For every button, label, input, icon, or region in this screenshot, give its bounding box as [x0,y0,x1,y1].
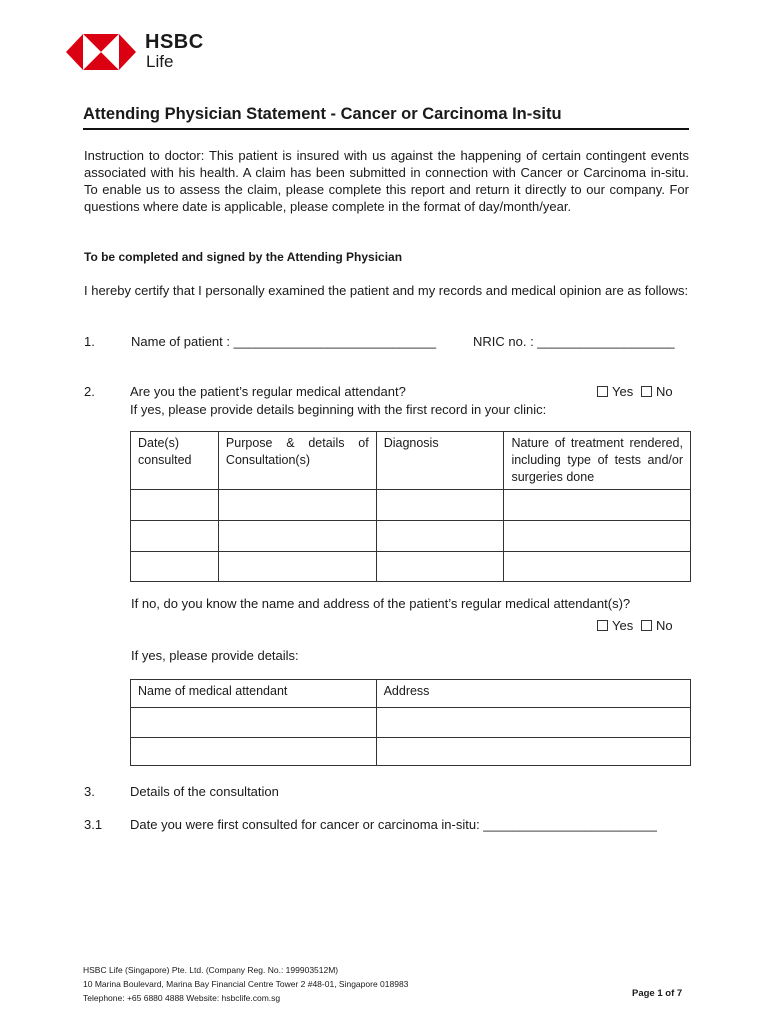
table-header-row [131,432,691,490]
q2b-yes-option[interactable] [597,617,633,634]
attendant-table [130,679,691,766]
table-cell[interactable] [218,490,376,521]
patient-name-field[interactable]: Name of patient : ____________________________ [131,334,437,349]
col-header-address: Address [376,680,690,708]
hsbc-life-logo [66,32,206,72]
table-row [131,490,691,521]
table-row [131,521,691,552]
q3-number: 3. [84,784,95,799]
q31-number: 3.1 [84,817,103,832]
col-header-attendant-name: Name of medical attendant [131,680,377,708]
if-no-question: If no, do you know the name and address of the patient’s regular medical attendant(s)? [131,596,631,611]
brand-sub: Life [146,52,174,71]
table-cell[interactable] [218,521,376,552]
q2-yes-option[interactable] [597,383,633,400]
q3-label: Details of the consultation [130,784,279,799]
instruction-text: Instruction to doctor: This patient is insured with us against the happening of certain contingent events associated with his health. A claim has been submitted in connection with Cancer or Carcinoma in-situ. To enable us to assess the claim, please complete this report and return it directly to our company. For questions where date is applicable, please complete in the format of day/month/year. [84,148,689,214]
q2b-no-label: No [656,618,673,633]
table-cell[interactable] [131,521,219,552]
table-cell[interactable] [376,708,690,738]
table-row [131,738,691,766]
table-cell[interactable] [504,490,691,521]
q2-followup: If yes, please provide details beginning with the first record in your clinic: [130,402,547,417]
col-header-diagnosis: Diagnosis [376,432,504,490]
table-row [131,708,691,738]
consultation-table [130,431,691,582]
table-cell[interactable] [218,552,376,582]
checkbox-icon[interactable] [597,386,608,397]
col-header-purpose: Purpose & details of Consultation(s) [218,432,376,490]
checkbox-icon[interactable] [641,620,652,631]
table-cell[interactable] [504,521,691,552]
table-cell[interactable] [376,552,504,582]
table-cell[interactable] [376,490,504,521]
certify-text: I hereby certify that I personally examined the patient and my records and medical opinion are as follows: [84,283,689,298]
title-divider [83,128,689,130]
q2-no-option[interactable] [641,383,673,400]
q2b-yes-label: Yes [612,618,634,633]
table-cell[interactable] [131,708,377,738]
nric-field[interactable]: NRIC no. : ___________________ [473,334,675,349]
checkbox-icon[interactable] [597,620,608,631]
section-heading: To be completed and signed by the Attending Physician [84,250,403,264]
hsbc-hexagon-icon [66,34,136,70]
footer-contact: Telephone: +65 6880 4888 Website: hsbclife.com.sg [83,993,281,1003]
table-cell[interactable] [131,738,377,766]
footer-address: 10 Marina Boulevard, Marina Bay Financial Centre Tower 2 #48-01, Singapore 018983 [83,979,409,989]
q2-question: Are you the patient’s regular medical attendant? [130,384,406,399]
table-cell[interactable] [131,490,219,521]
table-cell[interactable] [376,521,504,552]
q2-no-label: No [656,384,673,399]
q2-yes-label: Yes [612,384,634,399]
q2b-no-option[interactable] [641,617,673,634]
table-cell[interactable] [376,738,690,766]
checkbox-icon[interactable] [641,386,652,397]
col-header-treatment: Nature of treatment rendered, including type of tests and/or surgeries done [504,432,691,490]
q1-number: 1. [84,334,95,349]
page-number: Page 1 of 7 [632,988,683,999]
page-title: Attending Physician Statement - Cancer or Carcinoma In-situ [83,105,562,123]
footer-company: HSBC Life (Singapore) Pte. Ltd. (Company Reg. No.: 199903512M) [83,965,339,975]
col-header-dates: Date(s) consulted [131,432,219,490]
table-cell[interactable] [504,552,691,582]
q2-number: 2. [84,384,95,399]
if-yes-details: If yes, please provide details: [131,648,299,663]
table-row [131,552,691,582]
brand-name: HSBC [145,31,204,53]
first-consult-date-field[interactable]: Date you were first consulted for cancer or carcinoma in-situ: ________________________ [130,817,657,832]
table-cell[interactable] [131,552,219,582]
table-header-row [131,680,691,708]
